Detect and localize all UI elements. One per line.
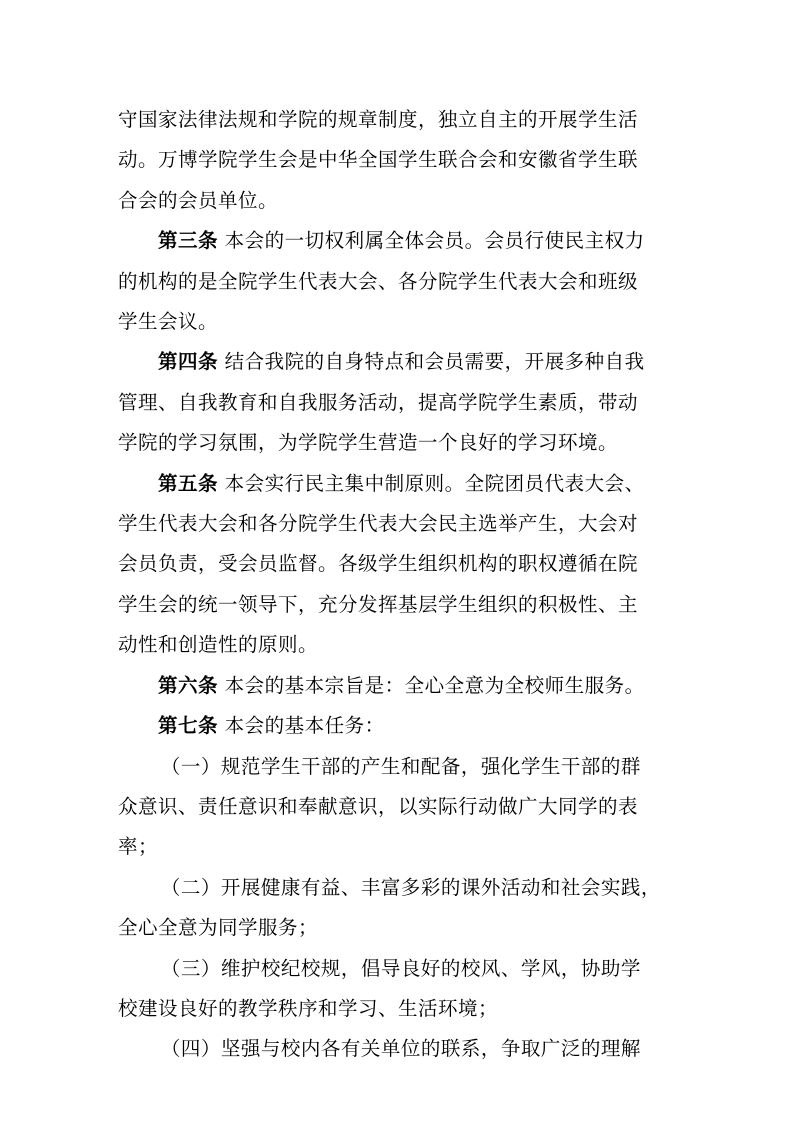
article-3 xyxy=(118,221,678,342)
text-line: 学生代表大会和各分院学生代表大会民主选举产生，大会对 xyxy=(118,512,639,536)
article-7 xyxy=(118,706,678,746)
paragraph-continuation xyxy=(118,100,678,221)
article-5 xyxy=(118,464,678,666)
text-line xyxy=(118,342,678,382)
text-line xyxy=(118,706,678,746)
article-text: 本会实行民主集中制原则。全院团员代表大会、 xyxy=(217,471,645,495)
text-line: 的机构的是全院学生代表大会、各分院学生代表大会和班级 xyxy=(118,269,639,293)
document-page xyxy=(118,100,678,1070)
article-text: 结合我院的自身特点和会员需要，开展多种自我 xyxy=(217,350,645,374)
task-item-4 xyxy=(118,1029,678,1069)
text-line: 众意识、责任意识和奉献意识，以实际行动做广大同学的表 xyxy=(118,794,639,818)
text-line: 学生会议。 xyxy=(118,310,219,334)
text-line: （四）坚强与校内各有关单位的联系，争取广泛的理解 xyxy=(160,1037,641,1061)
article-text: 本会的基本宗旨是：全心全意为全校师生服务。 xyxy=(217,673,645,697)
article-label: 第六条 xyxy=(157,673,218,697)
task-item-1 xyxy=(118,747,678,868)
text-line: 合会的会员单位。 xyxy=(118,188,279,212)
article-label: 第四条 xyxy=(157,350,218,374)
text-line: 守国家法律法规和学院的规章制度，独立自主的开展学生活 xyxy=(118,108,639,131)
text-line: 率； xyxy=(118,835,159,859)
text-line xyxy=(118,666,678,706)
text-line: （三）维护校纪校规，倡导良好的校风、学风，协助学 xyxy=(160,956,641,980)
text-line: 动性和创造性的原则。 xyxy=(118,633,319,657)
article-label: 第三条 xyxy=(157,229,218,253)
text-line: （二）开展健康有益、丰富多彩的课外活动和社会实践， xyxy=(160,875,661,899)
text-line: 动。万博学院学生会是中华全国学生联合会和安徽省学生联 xyxy=(118,148,639,172)
text-line: 学生会的统一领导下，充分发挥基层学生组织的积极性、主 xyxy=(118,592,639,616)
task-item-2 xyxy=(118,868,678,949)
article-label: 第五条 xyxy=(157,471,218,495)
task-item-3 xyxy=(118,949,678,1030)
article-text: 本会的一切权利属全体会员。会员行使民主权力 xyxy=(217,229,645,253)
text-line xyxy=(118,221,678,261)
text-line: 管理、自我教育和自我服务活动，提高学院学生素质，带动 xyxy=(118,390,639,414)
article-6 xyxy=(118,666,678,706)
text-line: （一）规范学生干部的产生和配备，强化学生干部的群 xyxy=(160,754,641,778)
text-line: 会员负责，受会员监督。各级学生组织机构的职权遵循在院 xyxy=(118,552,639,576)
article-text: 本会的基本任务： xyxy=(217,714,385,738)
article-label: 第七条 xyxy=(157,714,218,738)
text-line: 全心全意为同学服务； xyxy=(118,916,319,940)
text-line: 学院的学习氛围，为学院学生营造一个良好的学习环境。 xyxy=(118,431,619,455)
text-line xyxy=(118,464,678,504)
text-line: 校建设良好的教学秩序和学习、生活环境； xyxy=(118,996,499,1020)
article-4 xyxy=(118,342,678,463)
